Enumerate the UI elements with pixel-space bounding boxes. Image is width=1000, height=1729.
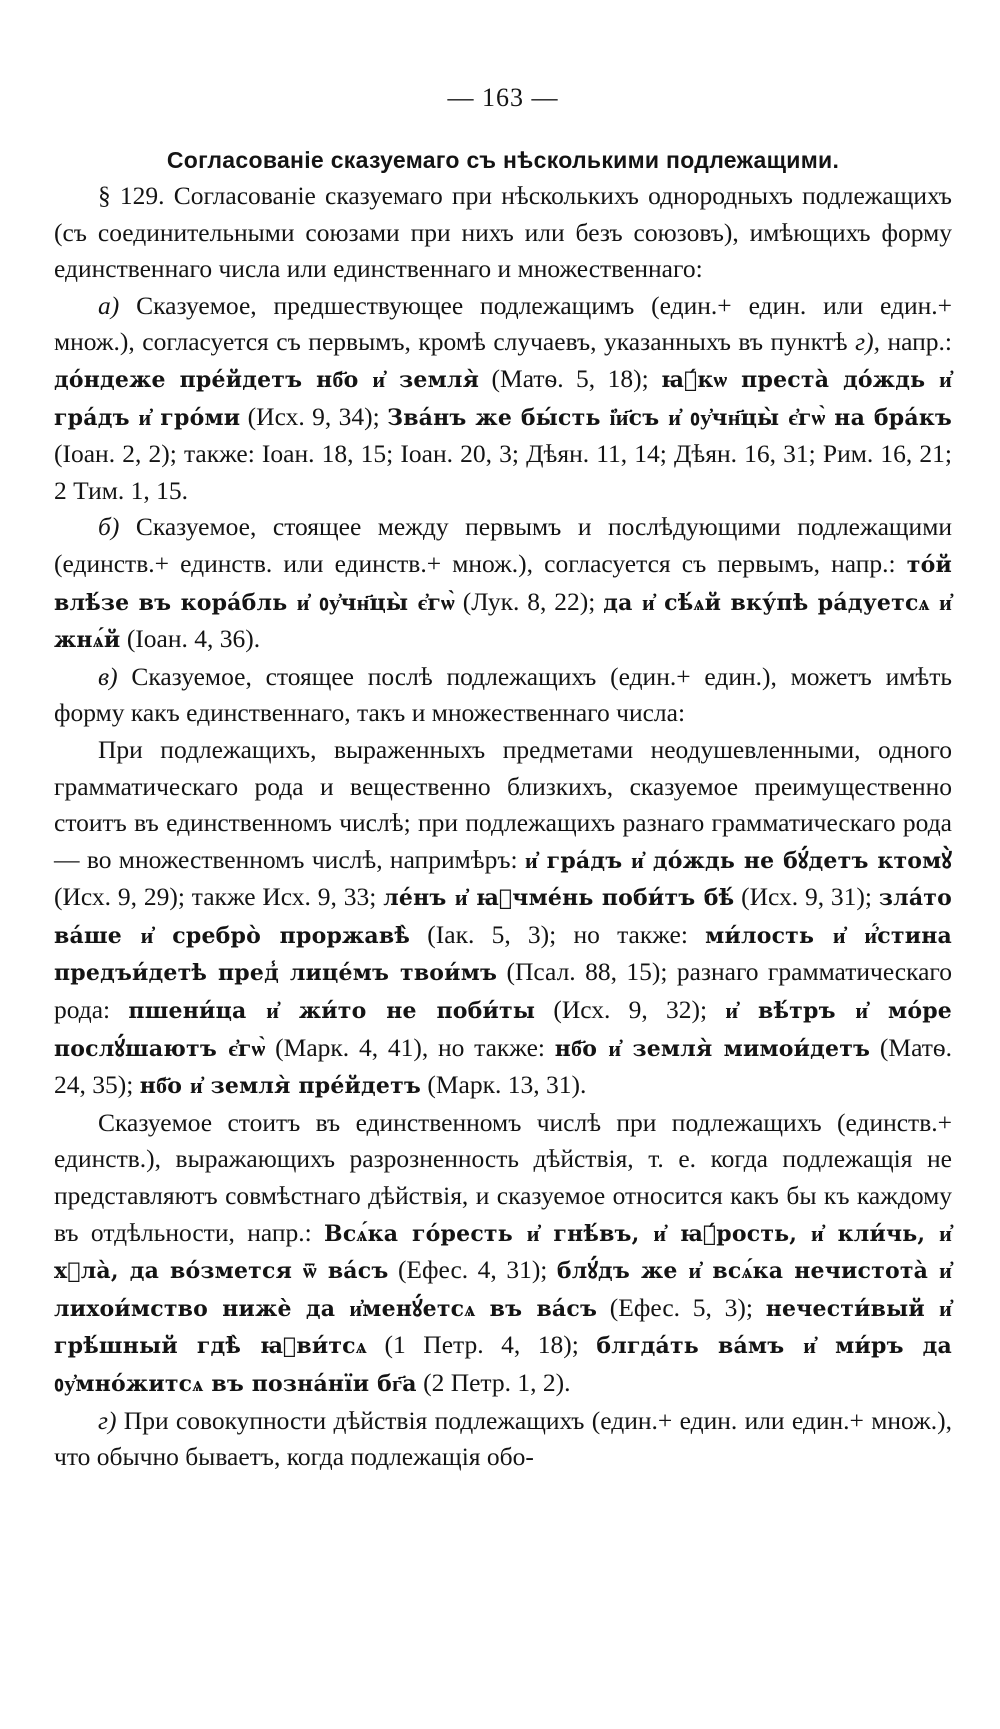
slavonic-quote: блꙋ́дъ же и҆ всѧ́ка нечистота̀ и҆ лихои́мство нижѐ да и҆менꙋ́етсѧ въ ва́съ (54, 1258, 952, 1322)
citation-text: (Исх. 9, 29); также Исх. 9, 33; (54, 882, 384, 912)
slavonic-quote: зла́то ва́ше и҆ сребро̀ проржавѣ̀ (54, 885, 952, 949)
citation-text: (Лук. 8, 22); (454, 586, 604, 616)
paragraph-text: При подлежащихъ, выраженныхъ предметами неодушевленными, одного грамматическаго рода и вещественно близкихъ, сказуемое преимущественно стоитъ въ единственномъ числѣ; при подлежащихъ разнаго грамматическаго рода — во множественномъ числѣ, напримѣръ: (54, 734, 952, 874)
slavonic-quote: пшени́ца и҆ жи́то не поби́ты (128, 998, 536, 1025)
citation-text: (Іоан. 4, 36). (120, 624, 261, 654)
citation-text: (Матѳ. 24, 35); (54, 1032, 952, 1100)
citation-text: (Ефес. 5, 3); (597, 1292, 766, 1322)
slavonic-quote: и҆ вѣ́тръ и҆ мо́ре послꙋ́шаютъ є҆гѡ̀ (54, 998, 952, 1062)
citation-text: (Исх. 9, 31); (734, 882, 879, 912)
citation-text: (Псал. 88, 15); разнаго грамматическаго рода: (54, 957, 952, 1025)
paragraph-text: Сказуемое, предшествующее подлежащимъ (един.+ един. или един.+ множ.), согласуется съ первымъ, кромѣ случаевъ, указанныхъ въ пунктѣ (54, 290, 952, 357)
point-reference: г), (855, 327, 880, 357)
slavonic-quote: нечести́вый и҆ грѣ́шный гдѣ̀ ꙗ҆ви́тсѧ (54, 1295, 952, 1360)
paragraph-text: Сказуемое стоитъ въ единственномъ числѣ при подлежащихъ (единств.+ единств.), выражающихъ разрозненность дѣйствія, т. е. когда подлежащія не представляютъ совмѣстнаго дѣйствія, и сказуемое относится какъ бы къ каждому въ отдѣльности, напр.: (54, 1107, 952, 1247)
slavonic-quote: да и҆ сѣ́ѧй вку́пѣ ра́дуетсѧ и҆ жнѧ́й (54, 589, 952, 654)
page-number: — 163 — (447, 83, 559, 112)
paragraph-g (54, 1403, 952, 1476)
paragraph-text: Сказуемое, стоящее послѣ подлежащихъ (един.+ един.), можетъ имѣть форму какъ единственнаго, такъ и множественнаго числа: (54, 661, 952, 728)
slavonic-quote: блгда́ть ва́мъ и҆ ми́ръ да ᲂу҆мно́житсѧ въ позна́нїи бг҃а (54, 1333, 952, 1397)
slavonic-quote: ми́лость и҆ и҆́стина предъи́детѣ пред̾ лице́мъ твои́мъ (54, 922, 952, 987)
citation-text: (Марк. 13, 31). (421, 1070, 587, 1100)
paragraph-v (54, 659, 952, 732)
paragraph-text: напр.: (879, 327, 952, 357)
item-marker: в) (98, 661, 118, 691)
paragraph-singular-predicate (54, 1105, 952, 1403)
slavonic-quote: нб҃о и҆ земля̀ мимои́детъ (554, 1035, 871, 1062)
paragraph-text: Сказуемое, стоящее между первымъ и послѣдующими подлежащими (единств.+ единств. или единств.+ множ.), согласуется съ первымъ, напр.: (54, 512, 952, 578)
citation-text: (Іак. 5, 3); но также: (410, 919, 706, 949)
citation-text: (1 Петр. 4, 18); (366, 1330, 597, 1360)
item-marker: б) (98, 512, 120, 542)
section-heading: Согласованіе сказуемаго съ нѣсколькими подлежащими. (166, 147, 840, 173)
paragraph-inanimate-subjects (54, 732, 952, 1105)
citation-text: (Матѳ. 5, 18); (479, 363, 662, 393)
slavonic-quote: то́й влѣ́зе въ кора́бль и҆ ᲂу҆чн҃цы̀ є҆гѡ̀ (54, 551, 952, 616)
citation-text: (Ефес. 4, 31); (388, 1255, 557, 1285)
paragraph-b (54, 509, 952, 658)
slavonic-quote: Всѧ́ка го́ресть и҆ гнѣ́въ, и҆ ꙗ҆́рость, и҆ кли́чь, и҆ хꙋла̀, да во́змется ѿ ва́съ (54, 1220, 952, 1285)
item-marker: г) (98, 1405, 117, 1435)
paragraph-text: § 129. Согласованіе сказуемаго при нѣсколькихъ однородныхъ подлежащихъ (съ соединительными союзами при нихъ или безъ союзовъ), имѣющихъ форму единственнаго числа или единственнаго и множественнаго: (54, 181, 952, 284)
slavonic-quote: ле́нъ и҆ ꙗ҆чме́нь поби́тъ бѣ́ (383, 885, 735, 912)
paragraph-text: При совокупности дѣйствія подлежащихъ (един.+ един. или един.+ множ.), что обычно бываетъ, когда подлежащія обо- (54, 1405, 952, 1472)
citation-text: (Марк. 4, 41), но также: (265, 1032, 555, 1062)
paragraph-a (54, 288, 952, 510)
slavonic-quote: до́ндеже пре́йдетъ нб҃о и҆ земля̀ (54, 366, 480, 393)
citation-text: (Исх. 9, 32); (535, 995, 726, 1025)
citation-text: (Исх. 9, 34); (240, 401, 388, 431)
item-marker: а) (98, 290, 120, 320)
slavonic-quote: ꙗ҆́кѡ преста̀ до́ждь и҆ гра́дъ и҆ гро́ми (54, 366, 953, 431)
citation-text: (2 Петр. 1, 2). (416, 1368, 571, 1397)
slavonic-quote: нб҃о и҆ земля̀ пре́йдетъ (139, 1073, 422, 1100)
slavonic-quote: и҆ гра́дъ и҆ до́ждь не бꙋ́детъ ктомꙋ̀ (524, 847, 952, 874)
paragraph-129 (54, 178, 952, 288)
slavonic-quote: Зва́нъ же бы́сть і҆и҃съ и҆ ᲂу҆чн҃цы̀ є҆гѡ̀ на бра́къ (387, 404, 952, 431)
citation-text: (Іоан. 2, 2); также: Іоан. 18, 15; Іоан. 20, 3; Дѣян. 11, 14; Дѣян. 16, 31; Рим. 16, 21; 2 Тим. 1, 15. (54, 439, 952, 505)
